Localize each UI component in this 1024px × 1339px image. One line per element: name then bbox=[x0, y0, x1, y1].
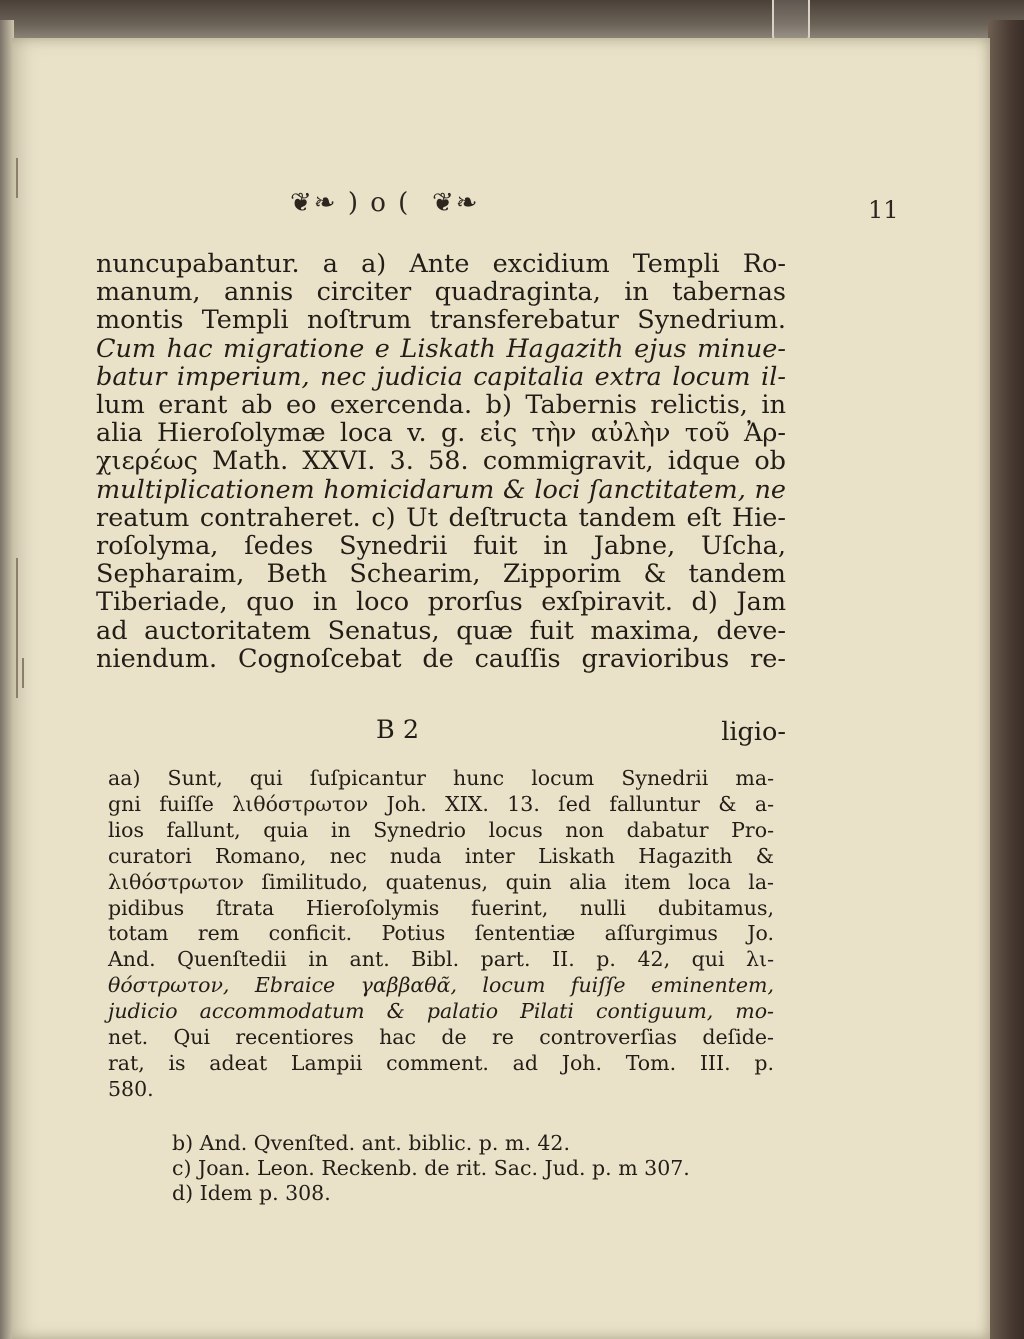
footnote-b: b) And. Qvenſted. ant. biblic. p. m. 42. bbox=[172, 1131, 570, 1155]
book-cover-edge-right bbox=[988, 20, 1024, 1339]
book-page bbox=[12, 38, 990, 1339]
footnote-c: c) Joan. Leon. Reckenb. de rit. Sac. Jud. p. m 307. bbox=[172, 1156, 690, 1180]
gathering-signature: B 2 bbox=[376, 715, 420, 745]
text-line: reatum contraheret. c) Ut deſtructa tandem eſt Hie- bbox=[96, 502, 786, 533]
text-line: nuncupabantur. a a) Ante excidium Templi Ro- bbox=[96, 249, 786, 279]
header-ornament-right: ❦❧ bbox=[432, 188, 480, 218]
header-ornament-left: ❦❧ ) o ( bbox=[290, 188, 411, 218]
footnote-line: rat, is adeat Lampii comment. ad Joh. Tom. III. p. bbox=[108, 1050, 774, 1075]
text-line: roſolyma, ſedes Synedrii fuit in Jabne, Uſcha, bbox=[96, 531, 786, 562]
page-gutter bbox=[12, 38, 42, 1339]
main-text-block bbox=[96, 250, 786, 673]
signature-line bbox=[96, 715, 786, 745]
footnote-block bbox=[108, 766, 774, 1103]
footnote-line: λιθόστρωτον ſimilitudo, quatenus, quin alia item loca la- bbox=[108, 869, 774, 894]
footnote-line: pidibus ſtrata Hieroſolymis fuerint, nulli dubitamus, bbox=[108, 895, 774, 920]
text-line: alia Hieroſolymæ loca v. g. εἰς τὴν αὐλὴν τοῦ Ἀρ- bbox=[96, 418, 786, 449]
text-line: manum, annis circiter quadraginta, in tabernas bbox=[96, 277, 786, 308]
text-line: multiplicationem homicidarum & loci ſanctitatem, ne bbox=[96, 474, 786, 505]
footnote-line: aa) Sunt, qui ſuſpicantur hunc locum Synedrii ma- bbox=[108, 766, 774, 790]
page-number: 11 bbox=[868, 196, 899, 224]
catchword: ligio- bbox=[721, 717, 786, 747]
text-line: Cum hac migratione e Liskath Hagazith ejus minue- bbox=[96, 333, 786, 364]
text-line: Tiberiade, quo in loco prorſus exſpiravit. d) Jam bbox=[96, 587, 786, 618]
text-line: χιερέως Math. XXVI. 3. 58. commigravit, idque ob bbox=[96, 446, 786, 477]
footnote-line: judicio accommodatum & palatio Pilati contiguum, mo- bbox=[108, 999, 774, 1024]
running-header bbox=[12, 188, 990, 228]
text-line: ad auctoritatem Senatus, quæ fuit maxima, deve- bbox=[96, 615, 786, 646]
footnote-line: θόστρωτον, Ebraice γαββαθᾶ, locum fuiſſe eminentem, bbox=[108, 973, 774, 998]
bookmark-ribbon bbox=[772, 0, 810, 42]
footnote-line: And. Quenſtedii in ant. Bibl. part. II. p. 42, qui λι- bbox=[108, 947, 774, 972]
footnote-line: curatori Romano, nec nuda inter Liskath Hagazith & bbox=[108, 843, 774, 868]
text-line: niendum. Cognoſcebat de cauſſis gravioribus re- bbox=[96, 643, 786, 674]
text-line: lum erant ab eo exercenda. b) Tabernis relictis, in bbox=[96, 390, 786, 421]
footnote-line: lios fallunt, quia in Synedrio locus non dabatur Pro- bbox=[108, 817, 774, 842]
short-footnotes bbox=[172, 1131, 812, 1206]
book-binding-top bbox=[0, 0, 1024, 40]
footnote-line: net. Qui recentiores hac de re controverſias deſide- bbox=[108, 1025, 774, 1050]
footnote-line: totam rem conficit. Potius ſententiæ aſſurgimus Jo. bbox=[108, 921, 774, 946]
footnote-line: 580. bbox=[108, 1076, 154, 1101]
footnote-d: d) Idem p. 308. bbox=[172, 1181, 331, 1205]
text-line: Sepharaim, Beth Schearim, Zipporim & tandem bbox=[96, 559, 786, 590]
footnote-line: gni fuiſſe λιθόστρωτον Joh. XIX. 13. ſed falluntur & a- bbox=[108, 791, 774, 816]
text-line: batur imperium, nec judicia capitalia extra locum il- bbox=[96, 361, 786, 392]
text-line: montis Templi noſtrum transferebatur Synedrium. bbox=[96, 305, 786, 336]
